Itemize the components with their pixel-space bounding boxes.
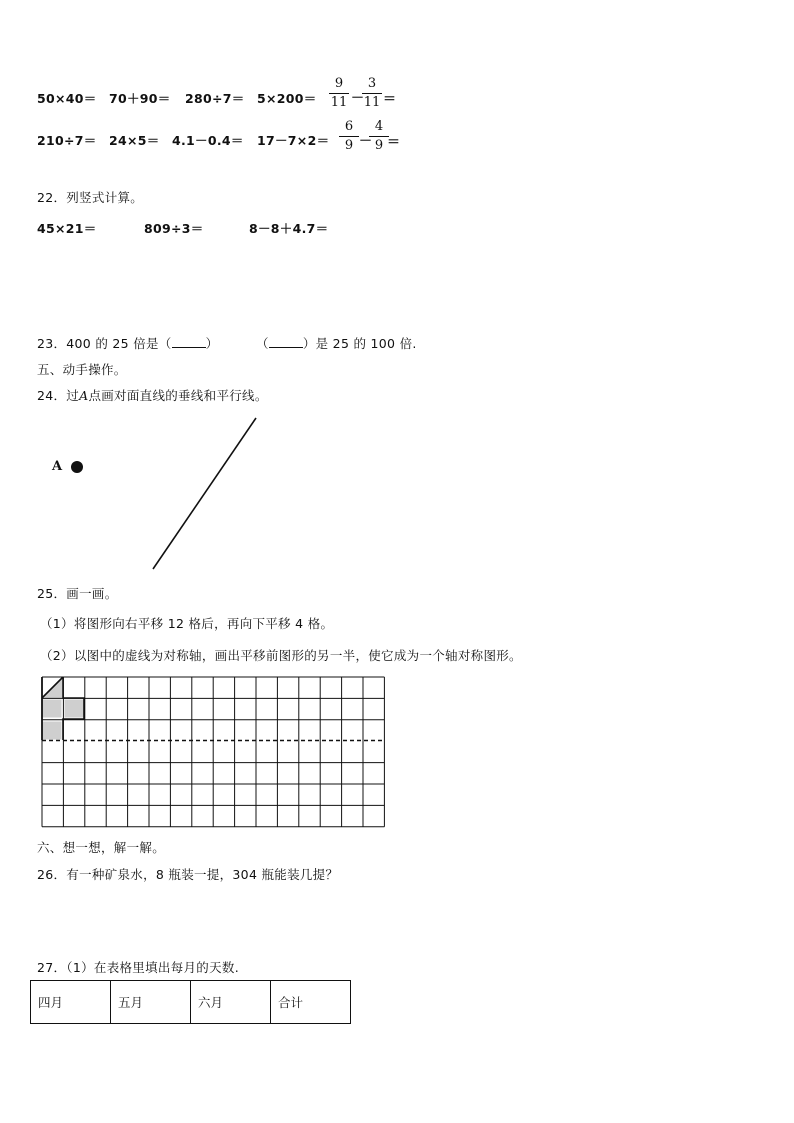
question-23-text: ）是 25 的 100 倍.: [302, 336, 417, 351]
calc-item: 210÷7＝: [37, 133, 97, 148]
table-header-cell: 五月: [111, 981, 191, 1024]
days-table: [30, 980, 351, 1024]
vertical-calc-item: 809÷3＝: [144, 221, 204, 236]
question-22-title: 22．列竖式计算。: [37, 190, 144, 205]
numerator: 9: [334, 76, 344, 91]
table-header-cell: 六月: [191, 981, 271, 1024]
calc-item: 5×200＝: [257, 91, 317, 106]
point-a-ref: A: [79, 388, 89, 403]
calc-item: 17－7×2＝: [257, 133, 330, 148]
point-a-dot: [71, 461, 83, 473]
vertical-calc-item: 45×21＝: [37, 221, 97, 236]
calc-item: 70＋90＝: [109, 91, 171, 106]
numerator: 3: [367, 76, 377, 91]
point-a-label: A: [52, 459, 63, 474]
denominator: 9: [374, 138, 384, 153]
equals-sign: ＝: [387, 135, 401, 150]
bracket-close: ）: [205, 336, 219, 351]
question-24-text: 点画对面直线的垂线和平行线。: [88, 388, 268, 403]
question-24-prefix: 24．过: [37, 388, 80, 403]
numerator: 6: [344, 119, 354, 134]
question-25-step1: （1）将图形向右平移 12 格后，再向下平移 4 格。: [40, 616, 334, 631]
calc-item: 280÷7＝: [185, 91, 245, 106]
section-6-heading: 六、想一想，解一解。: [37, 840, 166, 855]
minus-sign: －: [351, 91, 365, 106]
calc-item: 50×40＝: [37, 91, 97, 106]
calc-item: 4.1－0.4＝: [172, 133, 244, 148]
denominator: 9: [344, 138, 354, 153]
denominator: 11: [330, 95, 348, 110]
equals-sign: ＝: [383, 92, 397, 107]
denominator: 11: [363, 95, 381, 110]
bracket-open: （: [256, 336, 269, 351]
question-25-step2: （2）以图中的虚线为对称轴，画出平移前图形的另一半，使它成为一个轴对称图形。: [40, 648, 522, 663]
question-26: 26．有一种矿泉水，8 瓶装一提，304 瓶能装几提？: [37, 867, 339, 882]
question-27-title: 27．（1）在表格里填出每月的天数.: [37, 960, 239, 975]
shaded-square: [43, 700, 62, 718]
q25-grid: [41, 676, 389, 830]
shaded-square: [65, 700, 84, 718]
minus-sign: －: [359, 134, 373, 149]
table-row: [31, 981, 351, 1024]
calc-item: 24×5＝: [109, 133, 160, 148]
question-23-text: 23．400 的 25 倍是（: [37, 336, 172, 351]
slanted-line: [153, 418, 256, 569]
table-header-cell: 四月: [31, 981, 111, 1024]
shaded-square: [43, 722, 62, 740]
question-25-title: 25．画一画。: [37, 586, 118, 601]
section-5-heading: 五、动手操作。: [37, 362, 127, 377]
numerator: 4: [374, 119, 384, 134]
table-header-cell: 合计: [271, 981, 351, 1024]
vertical-calc-item: 8－8＋4.7＝: [249, 221, 329, 236]
